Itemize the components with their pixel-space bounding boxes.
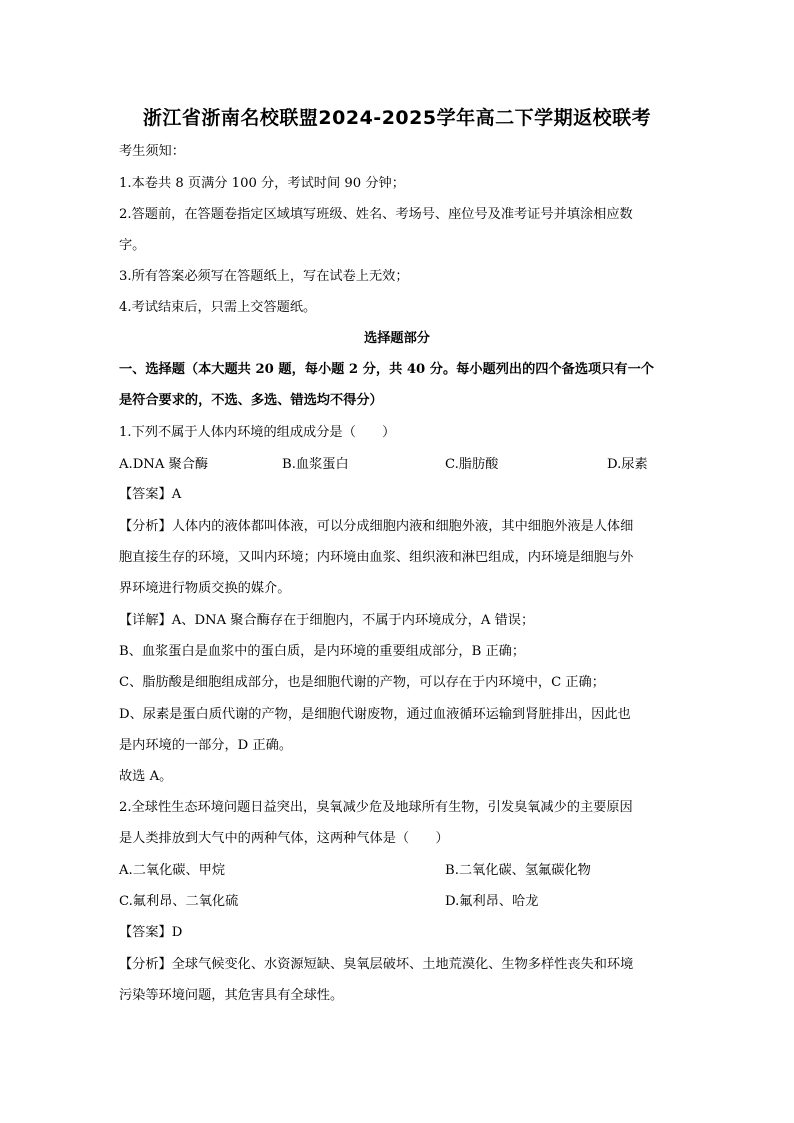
question-1-detail: B、血浆蛋白是血浆中的蛋白质，是内环境的重要组成部分，B 正确； (119, 644, 526, 659)
question-1-option-d: D.尿素 (607, 457, 648, 472)
notice-item: 2.答题前，在答题卷指定区域填写班级、姓名、考场号、座位号及准考证号并填涂相应数 (119, 207, 633, 222)
question-2-option-c: C.氟利昂、二氧化硫 (119, 894, 239, 909)
question-2-option-a: A.二氧化碳、甲烷 (119, 863, 226, 878)
section-intro: 一、选择题（本大题共 20 题，每小题 2 分，共 40 分。每小题列出的四个备选项只有一个 (119, 362, 654, 377)
question-1-option-a: A.DNA 聚合酶 (119, 457, 209, 472)
question-2-answer: 【答案】D (119, 925, 183, 940)
question-1-detail: 是内环境的一部分，D 正确。 (119, 738, 293, 753)
question-1-analysis: 【分析】人体内的液体都叫体液，可以分成细胞内液和细胞外液，其中细胞外液是人体细 (119, 519, 634, 534)
notice-heading: 考生须知： (119, 144, 185, 159)
question-2-stem: 2.全球性生态环境问题日益突出，臭氧减少危及地球所有生物，引发臭氧减少的主要原因 (119, 800, 633, 815)
notice-item: 3.所有答案必须写在答题纸上，写在试卷上无效； (119, 269, 409, 284)
question-1-conclusion: 故选 A。 (119, 769, 173, 784)
question-1-detail: D、尿素是蛋白质代谢的产物，是细胞代谢废物，通过血液循环运输到肾脏排出，因此也 (119, 707, 631, 722)
question-2-stem: 是人类排放到大气中的两种气体，这两种气体是（ ） (119, 831, 449, 846)
question-1-option-b: B.血浆蛋白 (282, 457, 349, 472)
notice-item: 4.考试结束后，只需上交答题纸。 (119, 300, 317, 315)
question-2-option-b: B.二氧化碳、氢氟碳化物 (445, 863, 591, 878)
question-1-detail: C、脂肪酸是细胞组成部分，也是细胞代谢的产物，可以存在于内环境中，C 正确； (119, 675, 605, 690)
question-2-analysis: 污染等环境问题，其危害具有全球性。 (119, 988, 344, 1003)
question-2-analysis: 【分析】全球气候变化、水资源短缺、臭氧层破坏、土地荒漠化、生物多样性丧失和环境 (119, 957, 634, 972)
question-1-analysis: 胞直接生存的环境，又叫内环境；内环境由血浆、组织液和淋巴组成，内环境是细胞与外 (119, 550, 634, 565)
question-1-analysis: 界环境进行物质交换的媒介。 (119, 581, 291, 596)
question-2-option-d: D.氟利昂、哈龙 (445, 894, 539, 909)
question-1-stem: 1.下列不属于人体内环境的组成成分是（ ） (119, 425, 396, 440)
section-title: 选择题部分 (364, 331, 430, 346)
question-1-answer: 【答案】A (119, 487, 182, 502)
question-1-option-c: C.脂肪酸 (445, 457, 499, 472)
notice-item: 字。 (119, 238, 146, 253)
question-1-detail: 【详解】A、DNA 聚合酶存在于细胞内，不属于内环境成分，A 错误； (119, 613, 535, 628)
page-title: 浙江省浙南名校联盟2024-2025学年高二下学期返校联考 (142, 107, 652, 129)
section-intro: 是符合要求的，不选、多选、错选均不得分） (119, 393, 383, 408)
notice-item: 1.本卷共 8 页满分 100 分，考试时间 90 分钟； (119, 176, 405, 191)
